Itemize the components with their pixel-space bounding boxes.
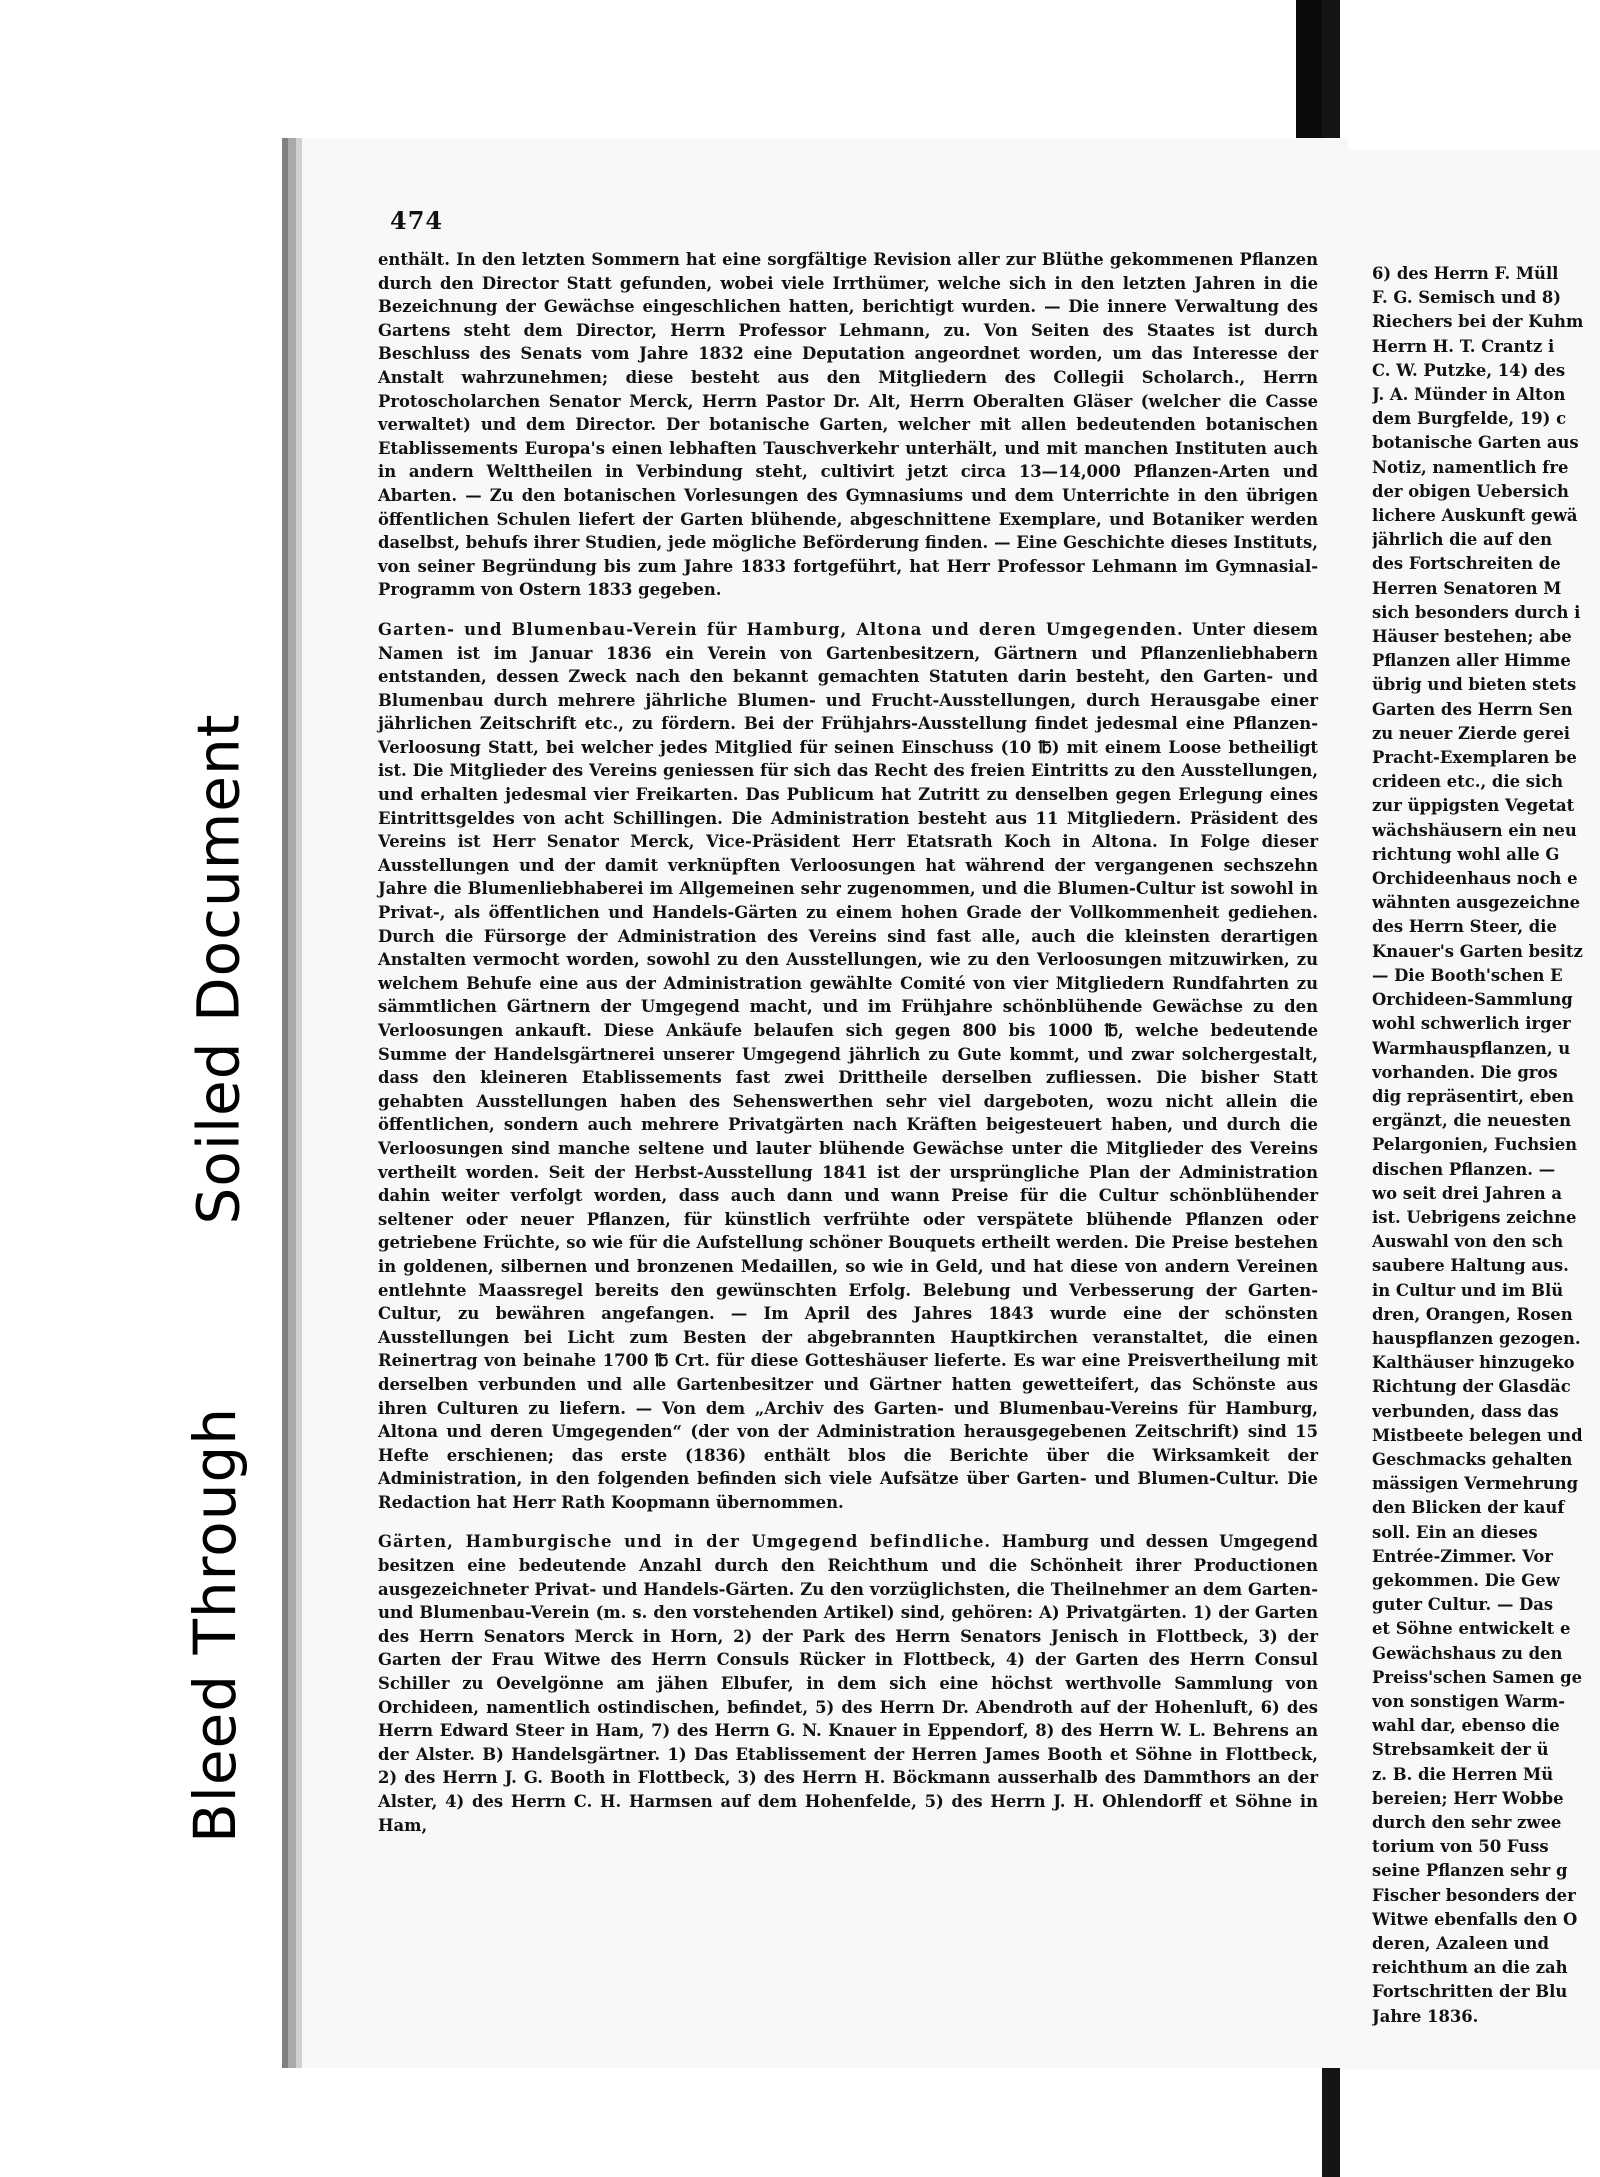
facing-page-line: Riechers bei der Kuhm: [1372, 312, 1584, 332]
facing-page-line: wo seit drei Jahren a: [1372, 1183, 1562, 1203]
facing-page-line: saubere Haltung aus.: [1372, 1256, 1569, 1276]
facing-page-line: ergänzt, die neuesten: [1372, 1111, 1572, 1131]
facing-page-line: ist. Uebrigens zeichne: [1372, 1207, 1577, 1227]
page-edge: [282, 138, 288, 2068]
soiled-document-text: Soiled Document: [184, 713, 253, 1225]
facing-page-text: [1372, 262, 1600, 2029]
facing-page-line: Knauer's Garten besitz: [1372, 941, 1583, 961]
facing-page-line: C. W. Putzke, 14) des: [1372, 360, 1566, 380]
entry-headword: Gärten, Hamburgische und in der Umgegend befindliche.: [378, 1532, 992, 1552]
facing-page-line: Pelargonien, Fuchsien: [1372, 1135, 1578, 1155]
facing-page-line: gekommen. Die Gew: [1372, 1570, 1560, 1590]
bleed-through-label: [160, 1330, 270, 1920]
facing-page-line: Notiz, namentlich fre: [1372, 457, 1569, 477]
facing-page-line: dig repräsentirt, eben: [1372, 1086, 1574, 1106]
facing-page-line: Preiss'schen Samen ge: [1372, 1667, 1583, 1687]
facing-page-line: Strebsamkeit der ü: [1372, 1740, 1549, 1760]
facing-page-line: durch den sehr zwee: [1372, 1813, 1562, 1832]
facing-page-line: zur üppigsten Vegetat: [1372, 796, 1575, 816]
facing-page-line: wahl dar, ebenso die: [1372, 1716, 1560, 1736]
facing-page-line: hauspflanzen gezogen.: [1372, 1328, 1581, 1348]
facing-page-line: Pflanzen aller Himme: [1372, 651, 1571, 671]
facing-page-line: wächshäusern ein neu: [1372, 820, 1577, 840]
facing-page-line: Witwe ebenfalls den O: [1372, 1909, 1578, 1929]
facing-page-line: von sonstigen Warm-: [1372, 1691, 1566, 1711]
facing-page-line: Entrée-Zimmer. Vor: [1372, 1546, 1553, 1566]
facing-page-line: bereien; Herr Wobbe: [1372, 1788, 1564, 1808]
facing-page-line: Mistbeete belegen und: [1372, 1425, 1583, 1445]
facing-page-line: Orchideenhaus noch e: [1372, 869, 1578, 889]
facing-page-line: botanische Garten aus: [1372, 433, 1579, 453]
facing-page-line: sich besonders durch i: [1372, 602, 1581, 622]
facing-page-line: wähnten ausgezeichne: [1372, 893, 1581, 913]
facing-page-line: et Söhne entwickelt e: [1372, 1619, 1571, 1639]
bleed-through-text: Bleed Through: [181, 1406, 250, 1844]
facing-page-line: — Die Booth'schen E: [1372, 965, 1563, 985]
facing-page-line: Kalthäuser hinzugeko: [1372, 1353, 1575, 1373]
facing-page-line: 6) des Herrn F. Müll: [1372, 264, 1559, 283]
facing-page-line: Herrn H. T. Crantz i: [1372, 336, 1555, 356]
facing-page-line: vorhanden. Die gros: [1372, 1062, 1558, 1082]
facing-page-line: dren, Orangen, Rosen: [1372, 1304, 1573, 1324]
facing-page-line: des Herrn Steer, die: [1372, 917, 1557, 937]
paragraph-text: enthält. In den letzten Sommern hat eine sorgfältige Revision aller zur Blüthe gekommenen Pflanzen durch den Director Statt gefunden, wobei viele Irrthümer, welche sich in den letzten Jahren in die Bezeichnung der Gewächse eingeschlichen hatten, berichtigt wurden. — Die innere Verwaltung des Gartens steht dem Director, Herrn Professor Lehmann, zu. Von Seiten des Staates ist durch Beschluss des Senats vom Jahre 1832 eine Deputation angeordnet worden, um das Interesse der Anstalt wahrzunehmen; diese besteht aus den Mitgliedern des Collegii Scholarch., Herrn Protoscholarchen Senator Merck, Herrn Pastor Dr. Alt, Herrn Oberalten Gläser (welcher die Casse verwaltet) und dem Director. Der botanische Garten, welcher mit allen bedeutenden botanischen Etablissements Europa's einen lebhaften Tauschverkehr unterhält, und mit manchen Instituten auch in andern Welttheilen in Verbindung steht, cultivirt jetzt circa 13—14,000 Pflanzen-Arten und Abarten. — Zu den botanischen Vorlesungen des Gymnasiums und dem Unterrichte in den übrigen öffentlichen Schulen liefert der Garten blühende, abgeschnittene Exemplare, und Botaniker werden daselbst, behufs ihrer Studien, jede mögliche Beförderung finden. — Eine Geschichte dieses Instituts, von seiner Begründung bis zum Jahre 1833 fortgeführt, hat Herr Professor Lehmann im Gymnasial-Programm von Ostern 1833 gegeben.: [378, 250, 1318, 600]
facing-page-line: guter Cultur. — Das: [1372, 1595, 1554, 1615]
facing-page-line: des Fortschreiten de: [1372, 554, 1561, 574]
facing-page-line: der obigen Uebersich: [1372, 481, 1569, 501]
facing-page-line: F. G. Semisch und 8): [1372, 288, 1562, 308]
facing-page-line: Jahre 1836.: [1372, 2006, 1479, 2026]
facing-page-line: Orchideen-Sammlung: [1372, 990, 1573, 1010]
facing-page-line: deren, Azaleen und: [1372, 1934, 1549, 1954]
facing-page-line: zu neuer Zierde gerei: [1372, 723, 1570, 743]
facing-page-line: wohl schwerlich irger: [1372, 1014, 1571, 1034]
facing-page-line: mässigen Vermehrung: [1372, 1474, 1579, 1494]
facing-page-line: crideen etc., die sich: [1372, 772, 1564, 792]
facing-page-line: Richtung der Glasdäc: [1372, 1377, 1571, 1397]
facing-page-line: Fortschritten der Blu: [1372, 1982, 1568, 2002]
facing-page-line: z. B. die Herren Mü: [1372, 1764, 1554, 1784]
paragraph-botanical-garden: [378, 248, 1318, 602]
facing-page-line: jährlich die auf den: [1372, 530, 1553, 550]
facing-page-line: in Cultur und im Blü: [1372, 1280, 1564, 1300]
facing-page-line: Pracht-Exemplaren be: [1372, 748, 1577, 768]
entry-headword: Garten- und Blumenbau-Verein für Hamburg, Altona und deren Umgegenden.: [378, 619, 1184, 639]
paragraph-hamburg-gardens: [378, 1530, 1318, 1837]
facing-page-line: Geschmacks gehalten: [1372, 1449, 1573, 1469]
facing-page-line: Häuser bestehen; abe: [1372, 627, 1572, 647]
facing-page-line: verbunden, dass das: [1372, 1401, 1559, 1421]
facing-page-line: seine Pflanzen sehr g: [1372, 1861, 1568, 1881]
facing-page-line: lichere Auskunft gewä: [1372, 506, 1578, 526]
facing-page-line: Gewächshaus zu den: [1372, 1643, 1563, 1663]
paragraph-text: Unter diesem Namen ist im Januar 1836 ein Verein von Gartenbesitzern, Gärtnern und Pflanzenliebhabern entstanden, dessen Zweck nach den bekannt gemachten Statuten darin besteht, den Garten- und Blumenbau durch mehrere jährliche Blumen- und Frucht-Ausstellungen, durch Herausgabe einer jährlichen Zeitschrift etc., zu fördern. Bei der Frühjahrs-Ausstellung findet jedesmal eine Pflanzen-Verloosung Statt, bei welcher jedes Mitglied für seinen Einschuss (10 ℔) mit einem Loose betheiligt ist. Die Mitglieder des Vereins geniessen für sich das Recht des freien Eintritts zu den Ausstellungen, und erhalten jedesmal vier Freikarten. Das Publicum hat Zutritt zu denselben gegen Erlegung eines Eintrittsgeldes von acht Schillingen. Die Administration besteht aus 11 Mitgliedern. Präsident des Vereins ist Herr Senator Merck, Vice-Präsident Herr Etatsrath Koch in Altona. In Folge dieser Ausstellungen und der damit verknüpften Verloosungen hat während der vergangenen sechszehn Jahre die Blumenliebhaberei im Allgemeinen sehr zugenommen, und die Blumen-Cultur ist sowohl in Privat-, als öffentlichen und Handels-Gärten zu einem hohen Grade der Vollkommenheit gediehen. Durch die Fürsorge der Administration des Vereins sind fast alle, auch die kleinsten derartigen Anstalten vermocht worden, sowohl zu den Ausstellungen, wie zu den Verloosungen mitzuwirken, zu welchem Behufe eine aus der Administration gewählte Comité von vier Mitgliedern Rundfahrten zu sämmtlichen Gärtnern der Umgegend macht, und im Frühjahre schönblühende Gewächse zu den Verloosungen ankauft. Diese Ankäufe belaufen sich gegen 800 bis 1000 ℔, welche bedeutende Summe der Handelsgärtnerei unserer Umgegend jährlich zu Gute kommt, und zwar solchergestalt, dass den kleineren Etablissements fast zwei Drittheile derselben zufliessen. Die bisher Statt gehabten Ausstellungen haben des Sehenswerthen sehr viel dargeboten, wozu nicht allein die öffentlichen, sondern auch mehrere Privatgärten nach Kräften beigesteuert haben, und durch die Verloosungen sind manche seltene und lauter blühende Gewächse unter die Mitglieder des Vereins vertheilt worden. Seit der Herbst-Ausstellung 1841 ist der ursprüngliche Plan der Administration dahin weiter verfolgt worden, dass auch dann und wann Preise für die Cultur schönblühender seltener oder neuer Pflanzen, für künstlich verfrühte oder verspätete blühende Pflanzen oder getriebene Früchte, so wie für die Aufstellung schöner Bouquets ertheilt werden. Die Preise bestehen in goldenen, silbernen und bronzenen Medaillen, so wie in Geld, und hat diese von andern Vereinen entlehnte Maassregel bereits den gewünschten Erfolg. Belebung und Verbesserung der Garten-Cultur, zu bewähren angefangen. — Im April des Jahres 1843 wurde eine der schönsten Ausstellungen bei Licht zum Besten der abgebrannten Hauptkirchen veranstaltet, die einen Reinertrag von beinahe 1700 ℔ Crt. für diese Gotteshäuser lieferte. Es war eine Preisvertheilung mit derselben verbunden und alle Gartenbesitzer und Gärtner hatten gewetteifert, das Schönste aus ihren Culturen zu liefern. — Von dem „Archiv des Garten- und Blumenbau-Vereins für Hamburg, Altona und deren Umgegenden“ (der von der Administration herausgegebenen Zeitschrift) sind 15 Hefte erschienen; das erste (1836) enthält blos die Berichte über die Wirksamkeit der Administration, in den folgenden befinden sich viele Aufsätze über Garten- und Blumen-Cultur. Die Redaction hat Herr Rath Koopmann übernommen.: [378, 619, 1318, 1512]
facing-page-line: torium von 50 Fuss: [1372, 1837, 1549, 1857]
page-number: 474: [390, 206, 444, 235]
facing-page-line: dischen Pflanzen. —: [1372, 1159, 1556, 1179]
facing-page-line: Herren Senatoren M: [1372, 578, 1562, 598]
main-text-column: [378, 248, 1318, 1837]
facing-page-line: reichthum an die zah: [1372, 1958, 1568, 1978]
facing-page-line: den Blicken der kauf: [1372, 1498, 1565, 1518]
facing-page-line: Auswahl von den sch: [1372, 1232, 1564, 1252]
facing-page-line: J. A. Münder in Alton: [1372, 385, 1566, 405]
facing-page-line: Fischer besonders der: [1372, 1885, 1576, 1905]
facing-page-line: übrig und bieten stets: [1372, 675, 1577, 695]
paragraph-text: Hamburg und dessen Umgegend besitzen eine bedeutende Anzahl durch den Reichthum und die Schönheit ihrer Productionen ausgezeichneter Privat- und Handels-Gärten. Zu den vorzüglichsten, die Theilnehmer an dem Garten- und Blumenbau-Verein (m. s. den vorstehenden Artikel) sind, gehören: A) Privatgärten. 1) der Garten des Herrn Senators Merck in Horn, 2) der Park des Herrn Senators Jenisch in Flottbeck, 3) der Garten der Frau Witwe des Herrn Consuls Rücker in Flottbeck, 4) der Garten des Herrn Consul Schiller zu Oevelgönne am jähen Elbufer, in dem sich eine höchst werthvolle Sammlung von Orchideen, namentlich ostindischen, befindet, 5) des Herrn Dr. Abendroth auf der Hohenluft, 6) des Herrn Edward Steer in Ham, 7) des Herrn G. N. Knauer in Eppendorf, 8) des Herrn W. L. Behrens an der Alster. B) Handelsgärtner. 1) Das Etablissement der Herren James Booth et Söhne in Flottbeck, 2) des Herrn J. G. Booth in Flottbeck, 3) des Herrn H. Böckmann ausserhalb des Dammthors an der Alster, 4) des Herrn C. H. Harmsen auf dem Hohenfelde, 5) des Herrn J. H. Ohlendorff et Söhne in Ham,: [378, 1532, 1318, 1835]
facing-page-line: richtung wohl alle G: [1372, 844, 1560, 864]
paragraph-garden-society: [378, 618, 1318, 1515]
soiled-document-label: [170, 670, 266, 1268]
facing-page-line: Garten des Herrn Sen: [1372, 699, 1573, 719]
facing-page-line: soll. Ein an dieses: [1372, 1522, 1538, 1542]
facing-page-line: Warmhauspflanzen, u: [1372, 1038, 1571, 1058]
facing-page-line: dem Burgfelde, 19) c: [1372, 409, 1567, 429]
